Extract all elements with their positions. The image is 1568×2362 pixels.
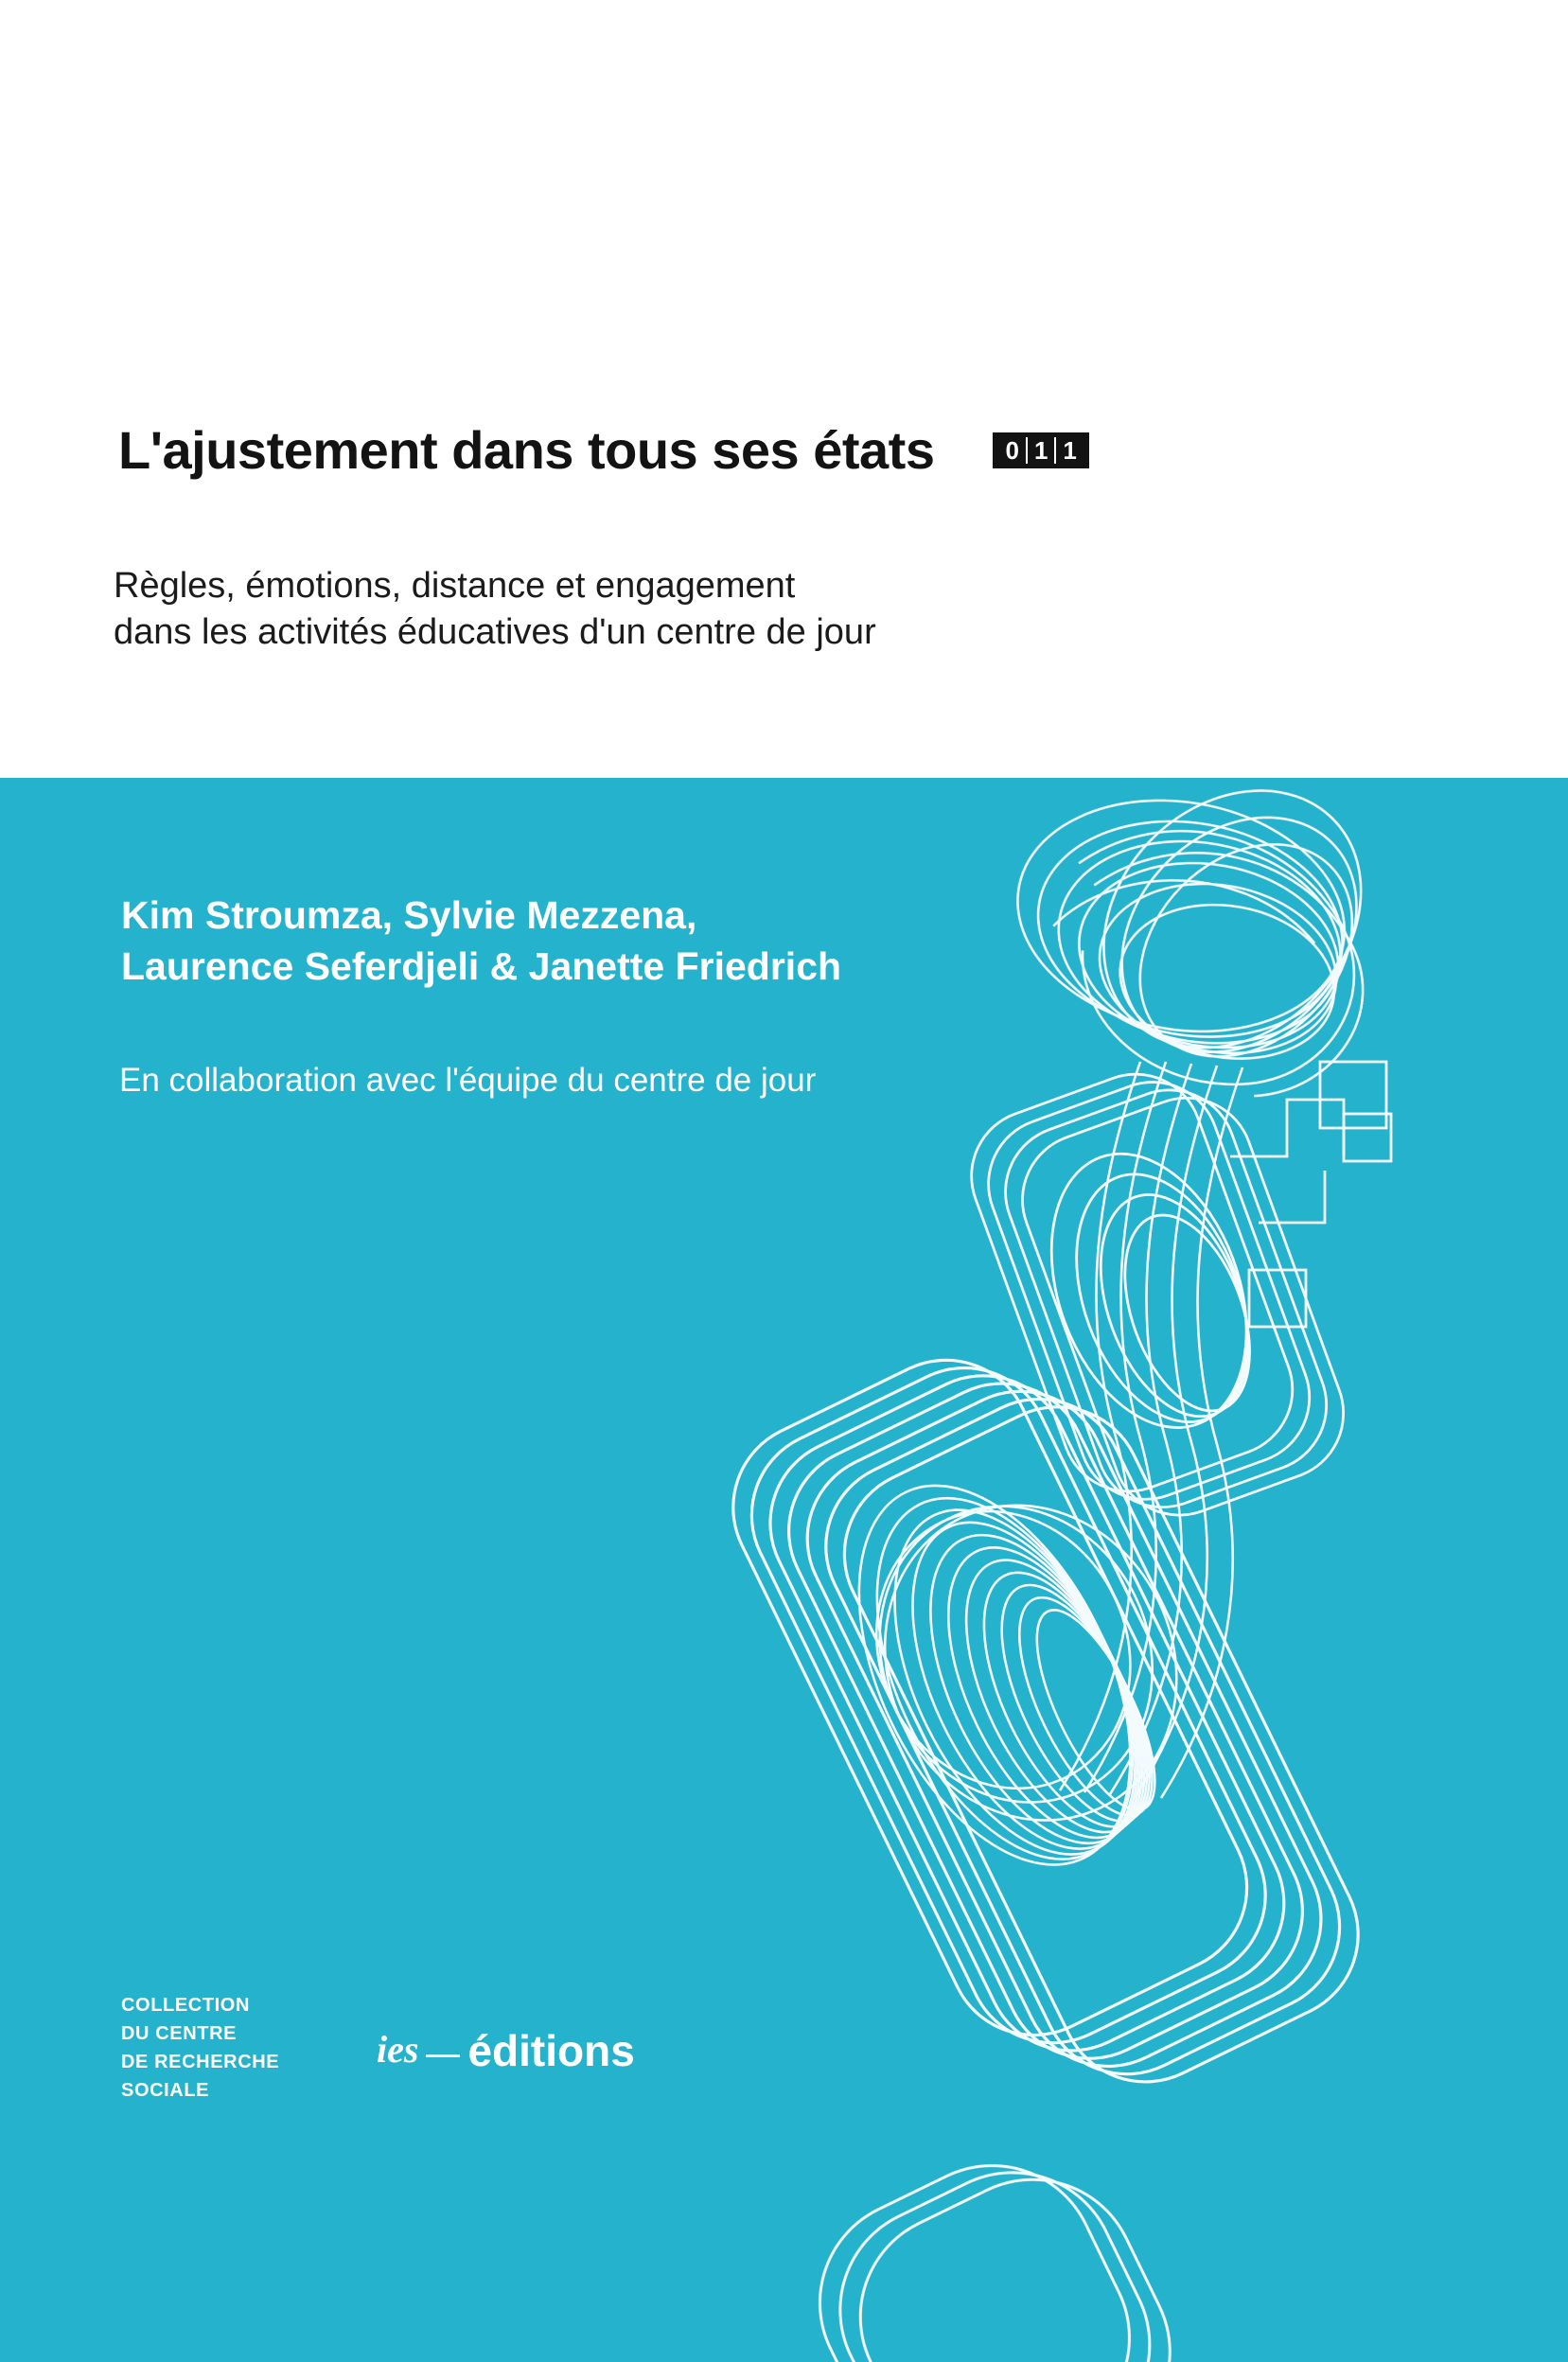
subtitle [114, 563, 1154, 655]
page-title: L'ajustement dans tous ses états [118, 420, 935, 480]
volume-digit-2: 1 [1033, 436, 1048, 465]
title-row [118, 420, 1089, 480]
collection-line-1: COLLECTION [121, 1995, 250, 2016]
volume-number-badge [993, 432, 1088, 468]
collection-line-2: DU CENTRE [121, 2023, 238, 2044]
collaboration-note: En collaboration avec l'équipe du centre de jour [119, 1062, 817, 1099]
authors [121, 890, 1067, 992]
publisher-logo-rule [426, 2054, 460, 2057]
cover-header-band [0, 0, 1568, 778]
authors-line-1: Kim Stroumza, Sylvie Mezzena, [121, 893, 697, 937]
subtitle-line-1: Règles, émotions, distance et engagement [114, 566, 796, 606]
volume-digit-3: 1 [1063, 436, 1077, 465]
publisher-name: éditions [467, 2026, 635, 2075]
collection-line-3: DE RECHERCHE [121, 2052, 280, 2072]
abstract-line-artwork-icon [0, 778, 1568, 2362]
authors-line-2: Laurence Seferdjeli & Janette Friedrich [121, 944, 842, 989]
volume-digit-1: 0 [1005, 436, 1019, 465]
publisher-mark: ies [377, 2028, 419, 2071]
collection-line-4: SOCIALE [121, 2080, 210, 2101]
collection-label [121, 1991, 279, 2105]
publisher-logo [377, 2026, 635, 2075]
subtitle-line-2: dans les activités éducatives d'un centre de jour [114, 611, 876, 652]
cover-main-panel [0, 778, 1568, 2362]
